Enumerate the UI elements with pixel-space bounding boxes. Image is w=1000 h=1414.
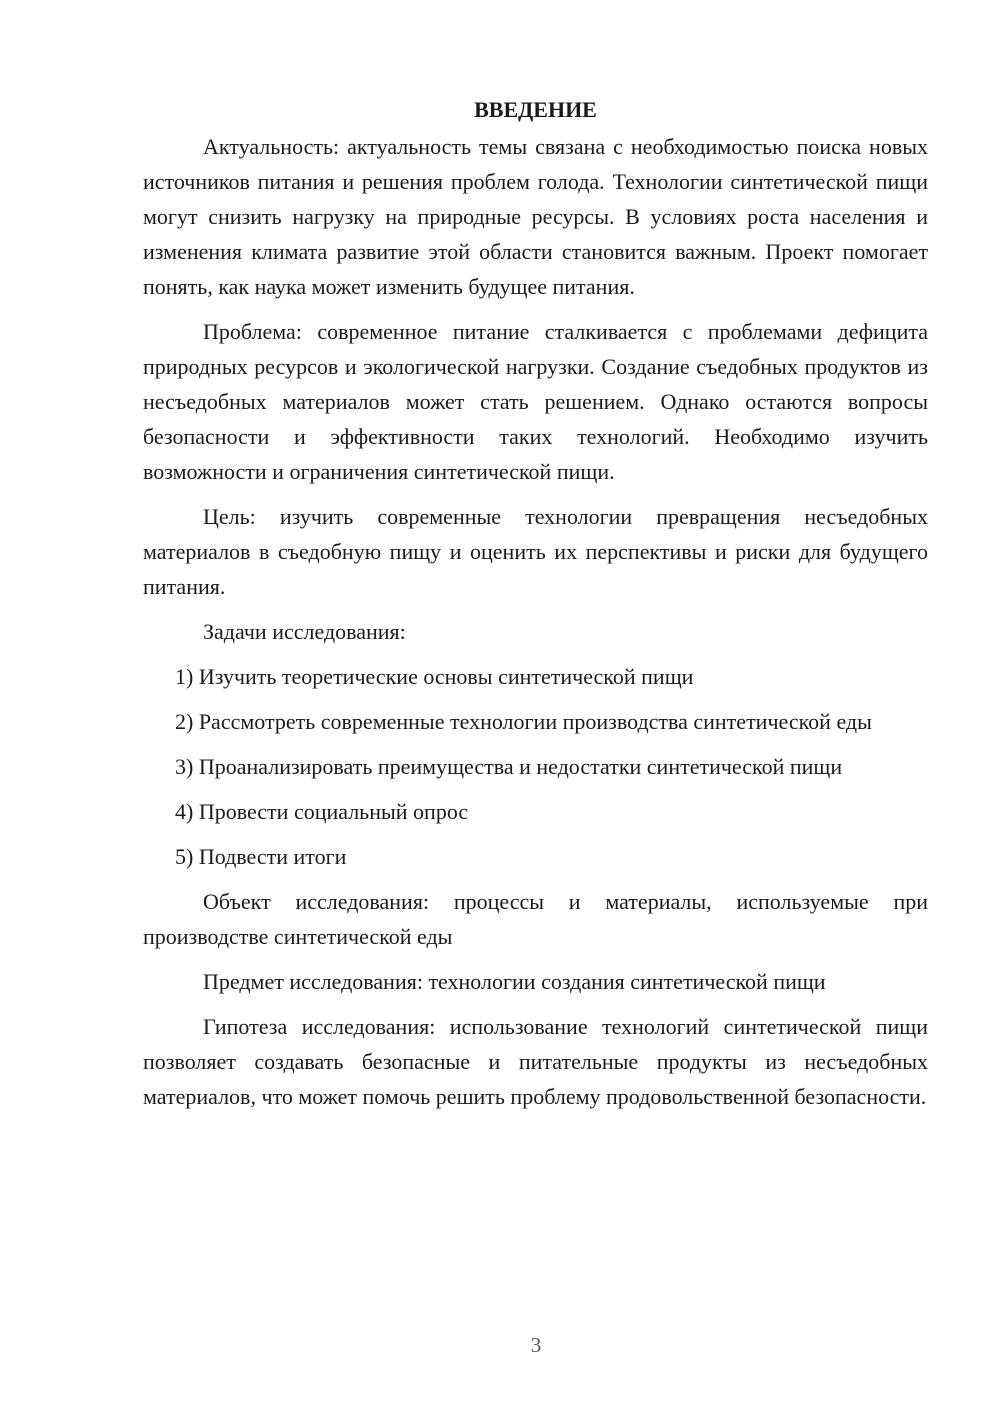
task-item-5: 5) Подвести итоги — [175, 844, 347, 869]
paragraph-hypothesis: Гипотеза исследования: использование технологий синтетической пищи позволяет создавать безопасные и питательные продукты из несъедобных материалов, что может помочь решить проблему продовольственной безопасности. — [143, 1014, 928, 1109]
task-item-3: 3) Проанализировать преимущества и недостатки синтетической пищи — [175, 754, 843, 779]
paragraph-subject: Предмет исследования: технологии создания синтетической пищи — [203, 969, 826, 994]
paragraph-object: Объект исследования: процессы и материалы, используемые при производстве синтетической еды — [143, 889, 928, 949]
task-item-4: 4) Провести социальный опрос — [175, 799, 469, 824]
task-item-1: 1) Изучить теоретические основы синтетической пищи — [175, 664, 694, 689]
document-page — [143, 92, 928, 1124]
paragraph-tasks-title: Задачи исследования: — [203, 619, 406, 644]
task-item-2: 2) Рассмотреть современные технологии производства синтетической еды — [175, 709, 872, 734]
paragraph-relevance: Актуальность: актуальность темы связана с необходимостью поиска новых источников питания и решения проблем голода. Технологии синтетической пищи могут снизить нагрузку на природные ресурсы. В условиях роста населения и изменения климата развитие этой области становится важным. Проект помогает понять, как наука может изменить будущее питания. — [143, 134, 928, 299]
page-number: 3 — [530, 1333, 542, 1357]
paragraph-problem: Проблема: современное питание сталкивается с проблемами дефицита природных ресурсов и экологической нагрузки. Создание съедобных продуктов из несъедобных материалов может стать решением. Однако остаются вопросы безопасности и эффективности таких технологий. Необходимо изучить возможности и ограничения синтетической пищи. — [143, 319, 928, 484]
page-title: ВВЕДЕНИЕ — [474, 97, 597, 122]
paragraph-goal: Цель: изучить современные технологии превращения несъедобных материалов в съедобную пищу и оценить их перспективы и риски для будущего питания. — [143, 504, 928, 599]
